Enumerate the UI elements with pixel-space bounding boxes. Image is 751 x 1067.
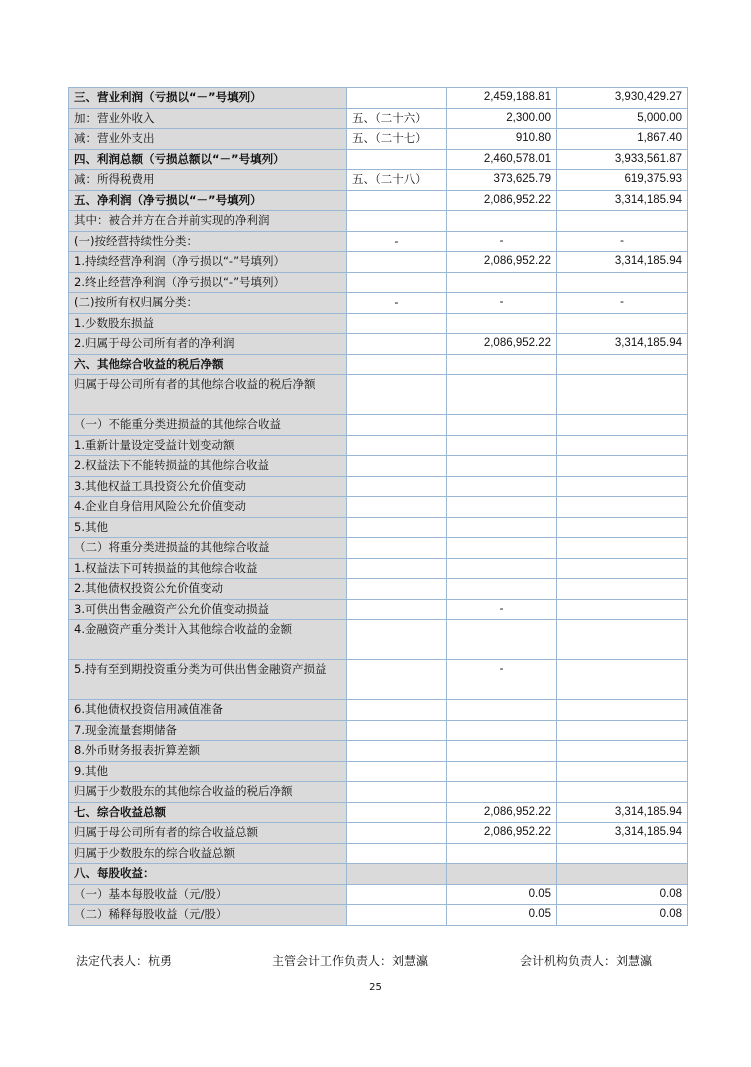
row-note (347, 272, 447, 293)
row-note (347, 497, 447, 518)
current-period-value (447, 456, 557, 477)
prior-period-value (557, 558, 688, 579)
row-label: (二)按所有权归属分类： (69, 293, 347, 314)
current-period-value (447, 620, 557, 660)
table-row (69, 190, 688, 211)
current-period-value: - (447, 293, 557, 314)
table-row (69, 211, 688, 232)
current-period-value: - (447, 599, 557, 620)
row-label: 8.外币财务报表折算差额 (69, 741, 347, 762)
row-label: 2.终止经营净利润（净亏损以“-”号填列） (69, 272, 347, 293)
prior-period-value (557, 497, 688, 518)
table-row (69, 782, 688, 803)
prior-period-value (557, 782, 688, 803)
row-note (347, 843, 447, 864)
current-period-value: 2,300.00 (447, 108, 557, 129)
table-row (69, 843, 688, 864)
current-period-value (447, 741, 557, 762)
row-label: 4.金融资产重分类计入其他综合收益的金额 (69, 620, 347, 660)
current-period-value: 2,086,952.22 (447, 334, 557, 355)
table-row (69, 741, 688, 762)
row-label: 3.可供出售金融资产公允价值变动损益 (69, 599, 347, 620)
table-row (69, 375, 688, 415)
table-row (69, 149, 688, 170)
row-note (347, 538, 447, 559)
row-note (347, 741, 447, 762)
prior-period-value: 3,314,185.94 (557, 823, 688, 844)
current-period-value (447, 375, 557, 415)
current-period-value (447, 700, 557, 721)
prior-period-value: 3,314,185.94 (557, 802, 688, 823)
row-label: （二）将重分类进损益的其他综合收益 (69, 538, 347, 559)
row-note (347, 211, 447, 232)
row-label: 其中：被合并方在合并前实现的净利润 (69, 211, 347, 232)
row-note (347, 802, 447, 823)
row-label: 2.其他债权投资公允价值变动 (69, 579, 347, 600)
row-note (347, 660, 447, 700)
row-label: 1.权益法下可转损益的其他综合收益 (69, 558, 347, 579)
current-period-value: 0.05 (447, 905, 557, 926)
row-note (347, 700, 447, 721)
table-row (69, 823, 688, 844)
row-label: 归属于少数股东的综合收益总额 (69, 843, 347, 864)
prior-period-value (557, 476, 688, 497)
table-row (69, 538, 688, 559)
table-row (69, 476, 688, 497)
prior-period-value (557, 375, 688, 415)
table-row (69, 802, 688, 823)
table-row (69, 905, 688, 926)
table-row (69, 517, 688, 538)
current-period-value (447, 558, 557, 579)
prior-period-value (557, 864, 688, 885)
current-period-value (447, 782, 557, 803)
row-note (347, 517, 447, 538)
table-row (69, 761, 688, 782)
row-note (347, 149, 447, 170)
row-note (347, 313, 447, 334)
prior-period-value (557, 620, 688, 660)
prior-period-value (557, 741, 688, 762)
row-note (347, 720, 447, 741)
table-row (69, 558, 688, 579)
prior-period-value (557, 456, 688, 477)
row-note (347, 190, 447, 211)
current-period-value (447, 435, 557, 456)
row-label: 减：所得税费用 (69, 170, 347, 191)
row-label: 归属于母公司所有者的其他综合收益的税后净额 (69, 375, 347, 415)
table-row (69, 620, 688, 660)
row-label: 2.权益法下不能转损益的其他综合收益 (69, 456, 347, 477)
current-period-value: 2,459,188.81 (447, 88, 557, 109)
row-label: 5.持有至到期投资重分类为可供出售金融资产损益 (69, 660, 347, 700)
prior-period-value (557, 211, 688, 232)
current-period-value (447, 843, 557, 864)
prior-period-value: 0.08 (557, 905, 688, 926)
row-label: 归属于母公司所有者的综合收益总额 (69, 823, 347, 844)
prior-period-value: 3,314,185.94 (557, 190, 688, 211)
prior-period-value (557, 538, 688, 559)
current-period-value (447, 497, 557, 518)
accounting-org-head: 会计机构负责人：刘慧瀛 (520, 954, 653, 968)
row-note (347, 823, 447, 844)
table-row (69, 456, 688, 477)
table-row (69, 660, 688, 700)
current-period-value (447, 538, 557, 559)
row-note (347, 599, 447, 620)
row-note (347, 884, 447, 905)
table-row (69, 88, 688, 109)
row-note (347, 334, 447, 355)
prior-period-value: 3,314,185.94 (557, 252, 688, 273)
table-row (69, 700, 688, 721)
row-note (347, 375, 447, 415)
row-label: 五、净利润（净亏损以“－”号填列） (69, 190, 347, 211)
row-label: 八、每股收益： (69, 864, 347, 885)
table-row (69, 599, 688, 620)
prior-period-value: 3,930,429.27 (557, 88, 688, 109)
current-period-value: 0.05 (447, 884, 557, 905)
prior-period-value (557, 517, 688, 538)
current-period-value (447, 517, 557, 538)
current-period-value: 2,086,952.22 (447, 802, 557, 823)
prior-period-value (557, 720, 688, 741)
table-row (69, 170, 688, 191)
page-number: 25 (369, 982, 382, 993)
row-note: - (347, 231, 447, 252)
row-note: 五、（二十六） (347, 108, 447, 129)
table-row (69, 129, 688, 150)
current-period-value: - (447, 231, 557, 252)
prior-period-value (557, 435, 688, 456)
row-note (347, 782, 447, 803)
row-label: （一）基本每股收益（元/股） (69, 884, 347, 905)
row-label: （一）不能重分类进损益的其他综合收益 (69, 415, 347, 436)
current-period-value: 2,086,952.22 (447, 190, 557, 211)
current-period-value (447, 354, 557, 375)
table-row (69, 293, 688, 314)
table-row (69, 108, 688, 129)
prior-period-value: 619,375.93 (557, 170, 688, 191)
row-note (347, 435, 447, 456)
prior-period-value (557, 354, 688, 375)
row-label: 七、综合收益总额 (69, 802, 347, 823)
current-period-value: 373,625.79 (447, 170, 557, 191)
row-label: 2.归属于母公司所有者的净利润 (69, 334, 347, 355)
row-note (347, 558, 447, 579)
table-row (69, 579, 688, 600)
table-row (69, 334, 688, 355)
accounting-head: 主管会计工作负责人：刘慧瀛 (272, 954, 429, 968)
row-label: 4.企业自身信用风险公允价值变动 (69, 497, 347, 518)
prior-period-value: 3,314,185.94 (557, 334, 688, 355)
prior-period-value (557, 761, 688, 782)
current-period-value (447, 476, 557, 497)
table-row (69, 864, 688, 885)
legal-representative: 法定代表人：杭勇 (76, 954, 173, 968)
current-period-value: 2,086,952.22 (447, 823, 557, 844)
current-period-value (447, 720, 557, 741)
row-label: (一)按经营持续性分类： (69, 231, 347, 252)
table-row (69, 884, 688, 905)
row-label: 6.其他债权投资信用减值准备 (69, 700, 347, 721)
row-note (347, 579, 447, 600)
row-note (347, 620, 447, 660)
row-note (347, 415, 447, 436)
current-period-value: 2,086,952.22 (447, 252, 557, 273)
prior-period-value: 1,867.40 (557, 129, 688, 150)
row-note (347, 761, 447, 782)
prior-period-value (557, 415, 688, 436)
row-note: - (347, 293, 447, 314)
current-period-value (447, 579, 557, 600)
row-label: 三、营业利润（亏损以“－”号填列） (69, 88, 347, 109)
row-label: 3.其他权益工具投资公允价值变动 (69, 476, 347, 497)
prior-period-value (557, 313, 688, 334)
row-label: 六、其他综合收益的税后净额 (69, 354, 347, 375)
table-row (69, 313, 688, 334)
row-note: 五、（二十七） (347, 129, 447, 150)
table-row (69, 272, 688, 293)
prior-period-value: - (557, 293, 688, 314)
row-label: 1.少数股东损益 (69, 313, 347, 334)
current-period-value (447, 211, 557, 232)
current-period-value (447, 415, 557, 436)
prior-period-value (557, 272, 688, 293)
table-row (69, 415, 688, 436)
current-period-value (447, 313, 557, 334)
row-label: 1.持续经营净利润（净亏损以“-”号填列） (69, 252, 347, 273)
row-note (347, 864, 447, 885)
row-label: 减：营业外支出 (69, 129, 347, 150)
row-label: 9.其他 (69, 761, 347, 782)
table-row (69, 720, 688, 741)
prior-period-value: 0.08 (557, 884, 688, 905)
row-note (347, 456, 447, 477)
prior-period-value (557, 843, 688, 864)
row-label: 四、利润总额（亏损总额以“－”号填列） (69, 149, 347, 170)
table-row (69, 252, 688, 273)
income-statement-table (68, 87, 688, 926)
prior-period-value (557, 579, 688, 600)
row-label: 1.重新计量设定受益计划变动额 (69, 435, 347, 456)
current-period-value: 2,460,578.01 (447, 149, 557, 170)
row-note: 五、（二十八） (347, 170, 447, 191)
prior-period-value (557, 599, 688, 620)
current-period-value (447, 272, 557, 293)
current-period-value (447, 761, 557, 782)
row-note (347, 476, 447, 497)
table-row (69, 435, 688, 456)
current-period-value (447, 864, 557, 885)
prior-period-value: - (557, 231, 688, 252)
row-label: （二）稀释每股收益（元/股） (69, 905, 347, 926)
current-period-value: - (447, 660, 557, 700)
row-label: 5.其他 (69, 517, 347, 538)
prior-period-value (557, 660, 688, 700)
current-period-value: 910.80 (447, 129, 557, 150)
row-note (347, 354, 447, 375)
prior-period-value: 3,933,561.87 (557, 149, 688, 170)
table-row (69, 354, 688, 375)
row-label: 归属于少数股东的其他综合收益的税后净额 (69, 782, 347, 803)
prior-period-value: 5,000.00 (557, 108, 688, 129)
row-note (347, 252, 447, 273)
row-note (347, 88, 447, 109)
row-label: 加：营业外收入 (69, 108, 347, 129)
row-note (347, 905, 447, 926)
row-label: 7.现金流量套期储备 (69, 720, 347, 741)
table-row (69, 497, 688, 518)
table-row (69, 231, 688, 252)
prior-period-value (557, 700, 688, 721)
